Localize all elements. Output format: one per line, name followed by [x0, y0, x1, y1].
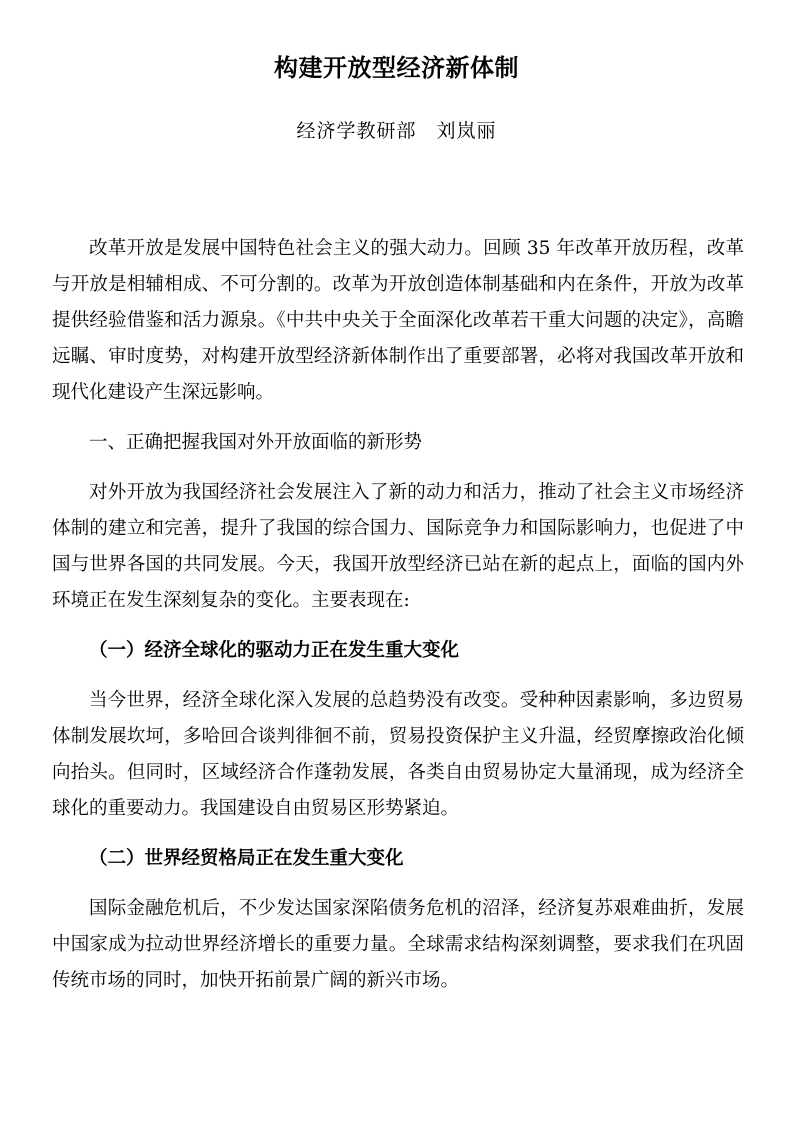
document-author: 经济学教研部 刘岚丽: [296, 120, 497, 142]
paragraph: 国际金融危机后，不少发达国家深陷债务危机的沼泽，经济复苏艰难曲折，发展中国家成为拉动世界经济增长的重要力量。全球需求结构深刻调整，要求我们在巩固传统市场的同时，加快开拓前景广阔的新兴市场。: [52, 898, 744, 991]
subsection-heading: （一）经济全球化的驱动力正在发生重大变化: [89, 640, 460, 661]
document-title: 构建开放型经济新体制: [274, 54, 519, 82]
paragraph: 当今世界，经济全球化深入发展的总趋势没有改变。受种种因素影响，多边贸易体制发展坎坷，多哈回合谈判徘徊不前，贸易投资保护主义升温，经贸摩擦政治化倾向抬头。但同时，区域经济合作蓬勃发展，各类自由贸易协定大量涌现，成为经济全球化的重要动力。我国建设自由贸易区形势紧迫。: [52, 690, 744, 819]
document-body: [52, 231, 744, 999]
section-heading: 一、正确把握我国对外开放面临的新形势: [89, 432, 423, 453]
paragraph: 对外开放为我国经济社会发展注入了新的动力和活力，推动了社会主义市场经济体制的建立和完善，提升了我国的综合国力、国际竞争力和国际影响力，也促进了中国与世界各国的共同发展。今天，我国开放型经济已站在新的起点上，面临的国内外环境正在发生深刻复杂的变化。主要表现在:: [52, 482, 744, 611]
subsection-heading: （二）世界经贸格局正在发生重大变化: [89, 848, 404, 869]
paragraph: 改革开放是发展中国特色社会主义的强大动力。回顾 35 年改革开放历程，改革与开放是相辅相成、不可分割的。改革为开放创造体制基础和内在条件，开放为改革提供经验借鉴和活力源泉。《中共中央关于全面深化改革若干重大问题的决定》，高瞻远瞩、审时度势，对构建开放型经济新体制作出了重要部署，必将对我国改革开放和现代化建设产生深远影响。: [52, 238, 744, 403]
